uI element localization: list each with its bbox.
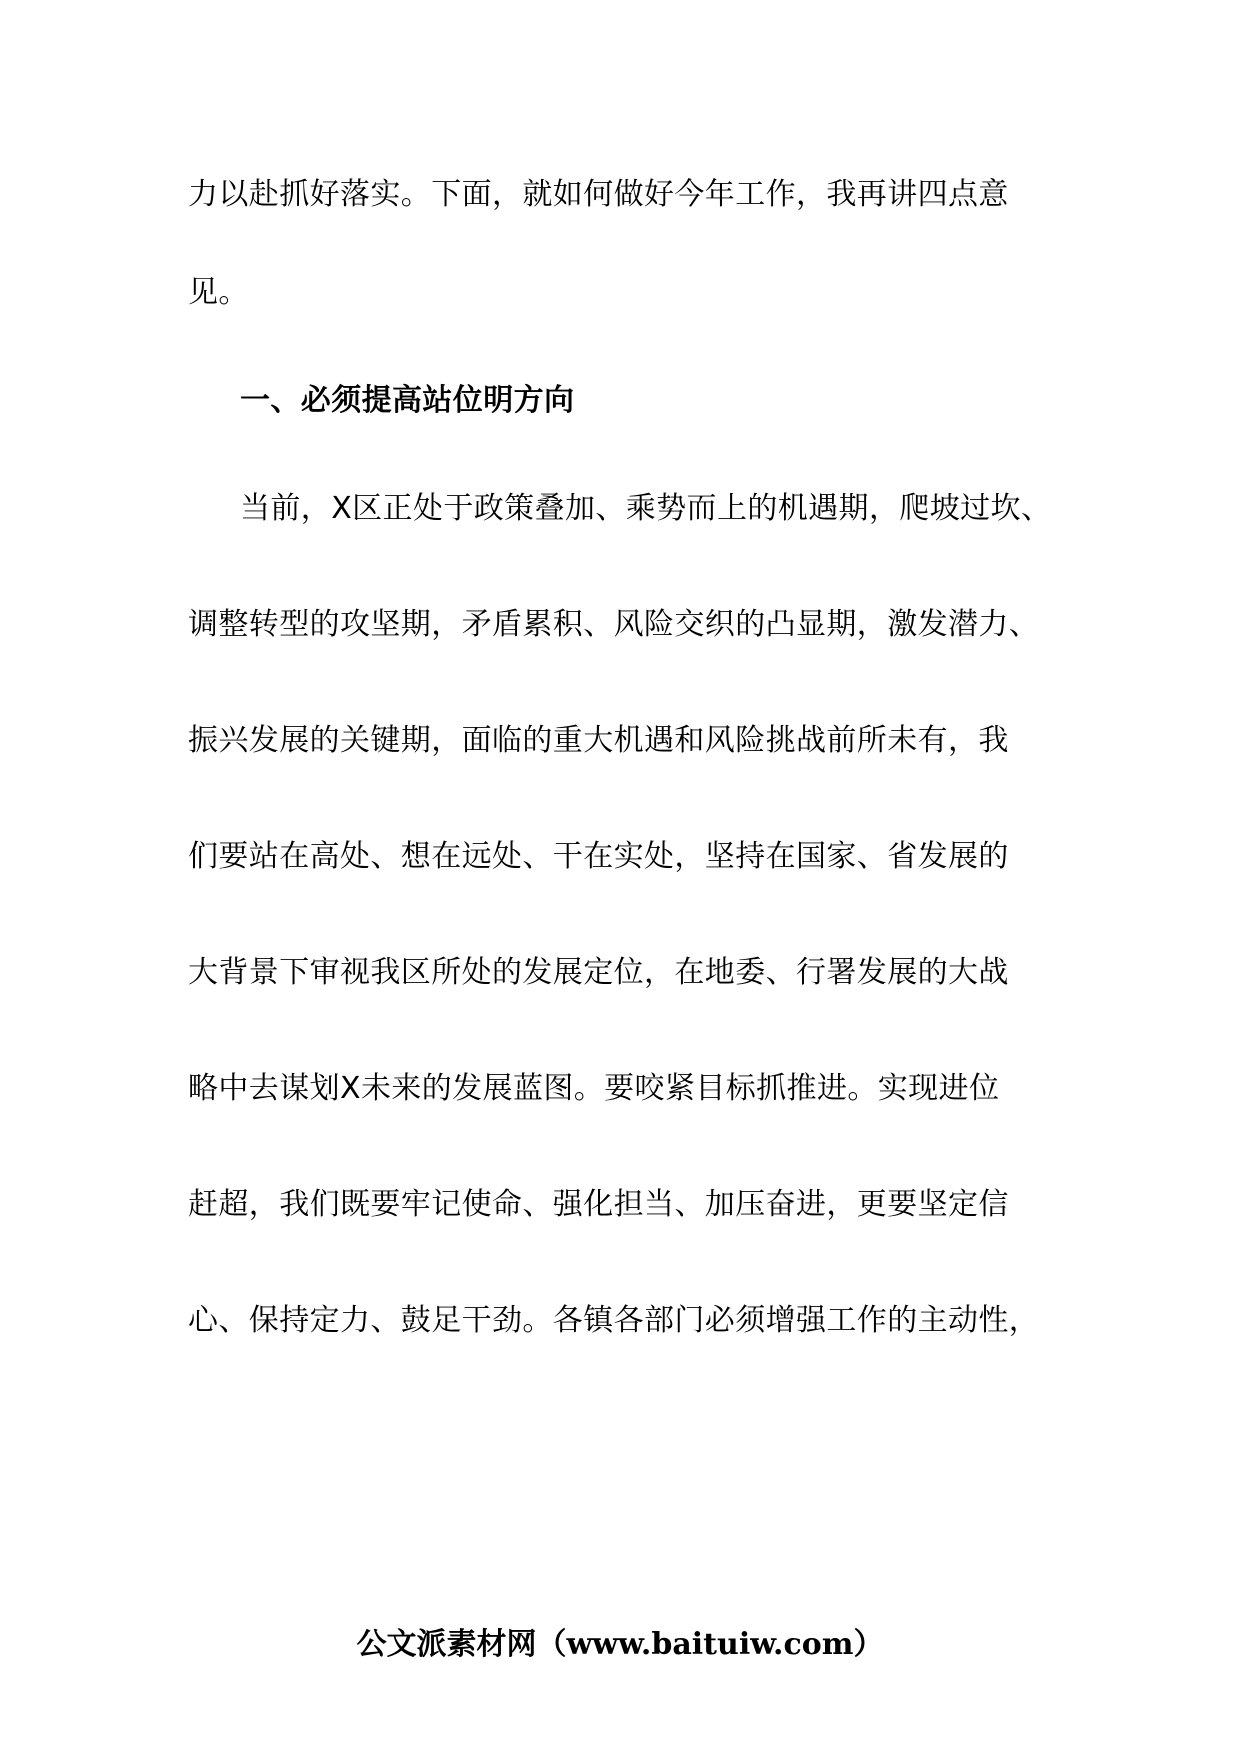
section-heading: 一、必须提高站位明方向 — [240, 383, 575, 418]
body-text-line: 心、保持定力、鼓足干劲。各镇各部门必须增强工作的主动性， — [188, 1303, 1040, 1338]
page-footer: 公文派素材网（www.baituiw.com） — [356, 1627, 884, 1662]
body-text-line: 振兴发展的关键期，面临的重大机遇和风险挑战前所未有，我 — [188, 723, 1009, 758]
body-text-line: 赶超，我们既要牢记使命、强化担当、加压奋进，更要坚定信 — [188, 1187, 1009, 1222]
body-text-line: 调整转型的攻坚期，矛盾累积、风险交织的凸显期，激发潜力、 — [188, 607, 1040, 642]
body-text-line: 当前，X区正处于政策叠加、乘势而上的机遇期，爬坡过坎、 — [240, 491, 1052, 526]
body-text-line: 见。 — [188, 275, 249, 310]
body-text-line: 略中去谋划X未来的发展蓝图。要咬紧目标抓推进。实现进位 — [188, 1071, 1000, 1106]
body-text-line: 力以赴抓好落实。下面，就如何做好今年工作，我再讲四点意 — [188, 177, 1009, 212]
body-text-line: 们要站在高处、想在远处、干在实处，坚持在国家、省发展的 — [188, 839, 1009, 874]
body-text-line: 大背景下审视我区所处的发展定位，在地委、行署发展的大战 — [188, 955, 1009, 990]
